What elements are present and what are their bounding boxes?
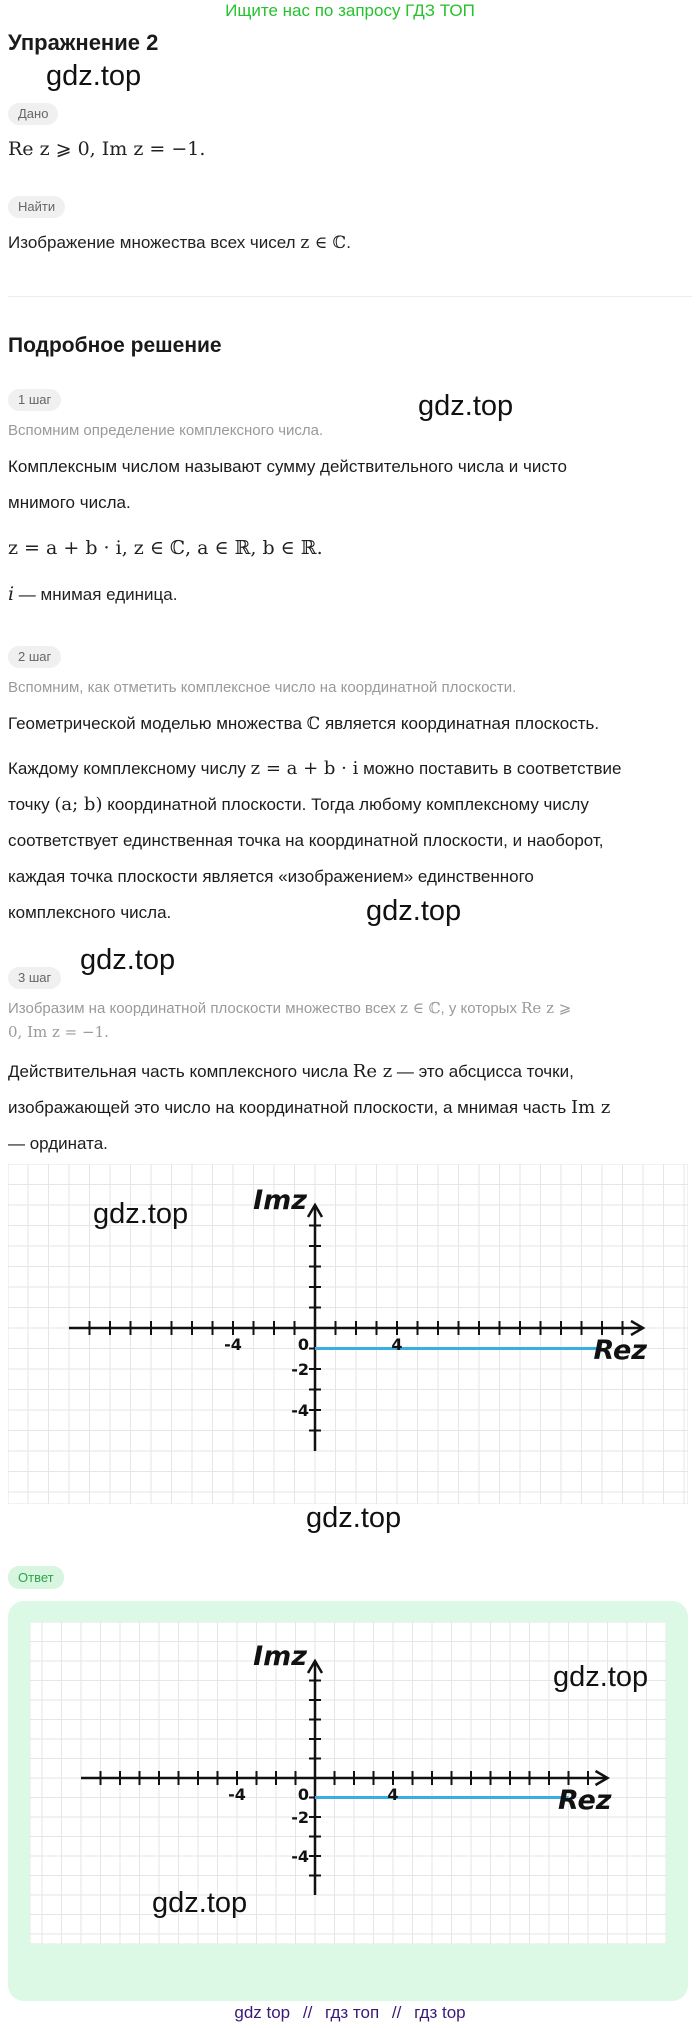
geo-prefix: Геометрической моделью множества	[8, 714, 307, 733]
p2-prefix: точку	[8, 795, 55, 814]
step1-line2: мнимого числа.	[8, 493, 131, 512]
given-label: Дано	[8, 103, 58, 125]
step3-p1	[8, 1054, 574, 1090]
watermark: gdz.top	[306, 1502, 402, 1534]
section-divider	[8, 296, 692, 297]
watermark: gdz.top	[93, 1198, 189, 1230]
step2-hint: Вспомним, как отметить комплексное число на координатной плоскости.	[8, 679, 517, 696]
solution-header: Подробное решение	[8, 334, 222, 357]
s3p1-prefix: Действительная часть комплексного числа	[8, 1062, 353, 1081]
hint1-mid: , у которых	[440, 1000, 522, 1017]
hint1-prefix: Изобразим на координатной плоскости множество всех	[8, 1000, 401, 1017]
x-tick-label: 4	[391, 1335, 403, 1354]
y-axis-label: Imz	[253, 1185, 307, 1216]
step1-label: 1 шаг	[8, 389, 61, 411]
geo-suffix: является координатная плоскость.	[320, 714, 600, 733]
answer-label: Ответ	[8, 1566, 64, 1589]
watermark: gdz.top	[418, 390, 514, 422]
s3p1-math: Re z	[352, 1061, 393, 1082]
footer-separator: //	[391, 2003, 402, 2022]
step2-p2	[8, 787, 589, 823]
find-text-prefix: Изображение множества всех чисел	[8, 233, 301, 252]
step2-p1	[8, 751, 621, 787]
watermark: gdz.top	[80, 944, 176, 976]
s3p2-math: Im z	[570, 1097, 611, 1118]
step1-hint: Вспомним определение комплексного числа.	[8, 422, 324, 439]
hint1-math: z ∈ ℂ	[400, 999, 441, 1017]
step3-hint-1	[8, 998, 571, 1019]
footer-link-gdz-top[interactable]: gdz top	[234, 2003, 291, 2022]
y-tick-label: -4	[291, 1401, 309, 1420]
given-text: Re z ⩾ 0, Im z = −1.	[8, 138, 206, 160]
page-title: Упражнение 2	[8, 30, 159, 55]
step1-imag	[8, 583, 177, 605]
watermark: gdz.top	[152, 1887, 248, 1919]
step2-geo	[8, 706, 599, 742]
find-text-math: z ∈ ℂ	[300, 233, 347, 253]
find-label: Найти	[8, 196, 65, 218]
p1-math: z = a + b · i	[250, 758, 359, 779]
y-axis-label: Imz	[253, 1641, 307, 1672]
footer-links	[0, 2003, 700, 2023]
x-tick-label: 4	[387, 1785, 399, 1804]
y-tick-label: -2	[291, 1808, 309, 1827]
step1-formula: z = a + b · i, z ∈ ℂ, a ∈ ℝ, b ∈ ℝ.	[8, 537, 323, 559]
s3p2-prefix: изображающей это число на координатной плоскости, а мнимая часть	[8, 1098, 571, 1117]
footer-separator: //	[302, 2003, 313, 2022]
step3-label: 3 шаг	[8, 967, 61, 989]
x-axis-label: Rez	[558, 1785, 612, 1816]
watermark: gdz.top	[366, 895, 462, 927]
find-text-suffix: .	[346, 233, 351, 252]
origin-label: 0	[297, 1785, 309, 1804]
hint1-math2: Re z ⩾	[521, 999, 572, 1017]
imag-text: — мнимая единица.	[14, 585, 178, 604]
y-tick-label: -2	[291, 1360, 309, 1379]
origin-label: 0	[297, 1335, 309, 1354]
step2-label: 2 шаг	[8, 646, 61, 668]
x-tick-label: -4	[224, 1335, 242, 1354]
step1-line1: Комплексным числом называют сумму действительного числа и чисто	[8, 457, 567, 476]
y-tick-label: -4	[291, 1847, 309, 1866]
step2-p4: каждая точка плоскости является «изображением» единственного	[8, 867, 534, 886]
step3-hint-2: 0, Im z = −1.	[8, 1023, 109, 1041]
step2-p3: соответствует единственная точка на координатной плоскости, и наоборот,	[8, 831, 604, 850]
step2-p5: комплексного числа.	[8, 903, 172, 922]
footer-link-gdz-top-mixed[interactable]: гдз top	[414, 2003, 466, 2022]
watermark: gdz.top	[553, 1661, 649, 1693]
p1-suffix: можно поставить в соответствие	[358, 759, 622, 778]
p1-prefix: Каждому комплексному числу	[8, 759, 251, 778]
watermark: gdz.top	[46, 60, 142, 92]
p2-math: (a; b)	[54, 794, 103, 815]
s3p1-suffix: — это абсцисса точки,	[392, 1062, 574, 1081]
x-tick-label: -4	[228, 1785, 246, 1804]
step3-p3: — ордината.	[8, 1134, 108, 1153]
find-text	[8, 233, 351, 253]
p2-suffix: координатной плоскости. Тогда любому комплексному числу	[102, 795, 589, 814]
x-axis-label: Rez	[593, 1335, 647, 1366]
step3-p2	[8, 1090, 610, 1126]
footer-link-gdz-top-ru[interactable]: гдз топ	[325, 2003, 380, 2022]
top-banner: Ищите нас по запросу ГДЗ ТОП	[225, 1, 475, 20]
imag-unit: i	[8, 583, 15, 605]
geo-math: ℂ	[306, 714, 321, 734]
